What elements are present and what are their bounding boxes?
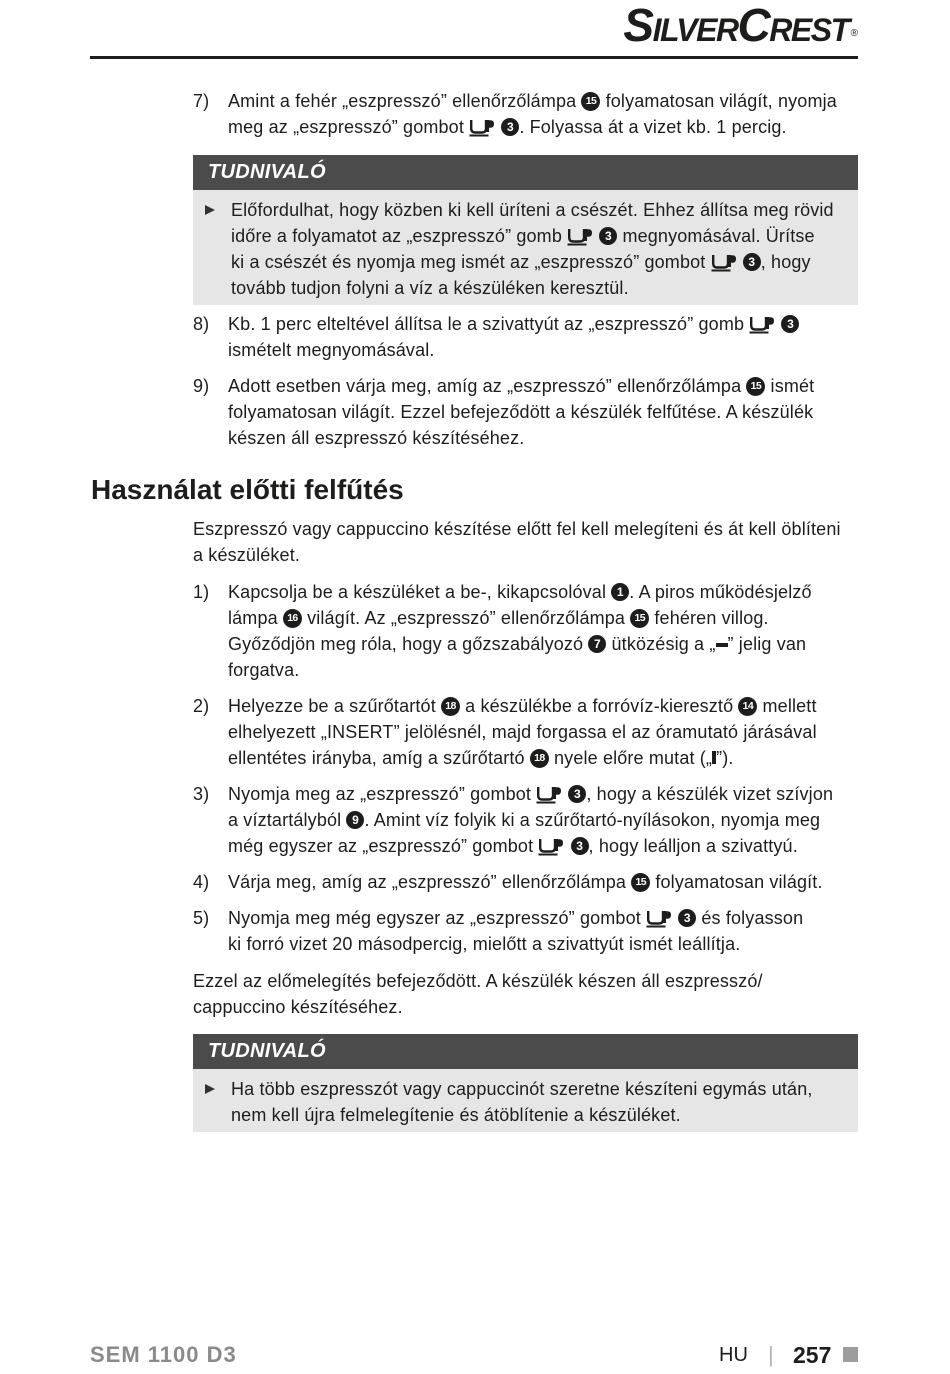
text-line [193, 542, 858, 568]
text-run: fehéren villog. [649, 608, 769, 628]
step-number: 3) [193, 784, 210, 804]
text-run: elhelyezett „INSERT” jelölésnél, majd forgassa el az óramutató járásával [228, 722, 817, 742]
text-line [228, 745, 858, 771]
espresso-cup-icon [536, 785, 563, 804]
text-line [228, 311, 858, 337]
registered-mark: ® [850, 28, 858, 39]
text-run: folyamatosan világít. [650, 872, 823, 892]
text-run: a készüléket. [193, 545, 301, 565]
text-run [565, 836, 570, 856]
text-line [228, 337, 858, 363]
step-7 [193, 88, 858, 140]
note-body [193, 1069, 858, 1132]
header-rule [90, 56, 858, 59]
text-run: a víztartályból [228, 810, 347, 830]
text-run: Helyezze be a szűrőtartót [228, 696, 442, 716]
text-run [738, 252, 743, 272]
text-run: Kb. 1 perc elteltével állítsa le a szivattyút az „eszpresszó” gomb [228, 314, 750, 334]
text-run: ”). [716, 748, 734, 768]
part-number-badge: 3 [743, 253, 761, 271]
text-run: és folyasson [696, 908, 804, 928]
step-number: 7) [193, 91, 210, 111]
intro-paragraph [193, 516, 858, 568]
footer-model-number: SEM 1100 D3 [90, 1342, 237, 1367]
text-run: Nyomja meg még egyszer az „eszpresszó” gombot [228, 908, 647, 928]
part-number-badge: 15 [631, 873, 650, 892]
arrow-bullet-icon [205, 1084, 215, 1094]
text-line [228, 693, 858, 719]
step-4 [193, 869, 858, 895]
part-number-badge: 3 [571, 837, 589, 855]
text-run: nyele előre mutat („ [548, 748, 713, 768]
text-line [228, 88, 858, 114]
text-line [228, 869, 858, 895]
text-run: Várja meg, amíg az „eszpresszó” ellenőrzőlámpa [228, 872, 632, 892]
espresso-cup-icon [538, 837, 565, 856]
step-number: 4) [193, 872, 210, 892]
section-heading: Használat előtti felfűtés [91, 474, 404, 505]
text-run: tovább tudjon folyni a víz a készüléken keresztül. [231, 278, 629, 298]
part-number-badge: 14 [738, 697, 757, 716]
step-number: 9) [193, 376, 210, 396]
text-run: ismételt megnyomásával. [228, 340, 435, 360]
text-line [228, 905, 858, 931]
step-3 [193, 781, 858, 859]
note-body [193, 190, 858, 305]
part-number-badge: 15 [630, 609, 649, 628]
part-number-badge: 3 [678, 909, 696, 927]
part-number-badge: 16 [283, 609, 302, 628]
part-number-badge: 3 [501, 118, 519, 136]
page-marker-icon [843, 1347, 858, 1362]
text-run: meg az „eszpresszó” gombot [228, 117, 470, 137]
text-run: Előfordulhat, hogy közben ki kell üríteni a csészét. Ehhez állítsa meg rövid [231, 200, 834, 220]
text-line [193, 516, 858, 542]
text-run: Győződjön meg róla, hogy a gőzszabályozó [228, 634, 589, 654]
step-5 [193, 905, 858, 957]
part-number-badge: 15 [581, 92, 600, 111]
footer-language: HU [719, 1344, 748, 1366]
text-run: . A piros működésjelző [629, 582, 812, 602]
part-number-badge: 3 [568, 785, 586, 803]
text-run: Amint a fehér „eszpresszó” ellenőrzőlámpa [228, 91, 582, 111]
text-run: ütközésig a „ [606, 634, 716, 654]
text-run: ellentétes irányba, amíg a szűrőtartó [228, 748, 530, 768]
brand-logo-text: SilverCrest [623, 0, 849, 51]
text-run: , hogy [760, 252, 811, 272]
text-run: forgatva. [228, 660, 300, 680]
text-line [228, 114, 858, 140]
text-run: készen áll eszpresszó készítéséhez. [228, 428, 525, 448]
text-run: ki a csészét és nyomja meg ismét az „eszpresszó” gombot [231, 252, 711, 272]
step-text [228, 869, 858, 895]
step-number: 2) [193, 696, 210, 716]
step-2 [193, 693, 858, 771]
text-line [228, 373, 858, 399]
text-line [228, 631, 858, 657]
note-text [231, 1076, 858, 1128]
note-title: TUDNIVALÓ [193, 1034, 858, 1069]
text-run: lámpa [228, 608, 283, 628]
text-run: a készülékbe a forróvíz-kieresztő [460, 696, 739, 716]
text-line [228, 399, 858, 425]
note-title: TUDNIVALÓ [193, 155, 858, 190]
step-text [228, 905, 858, 957]
text-line [231, 223, 858, 249]
text-line [228, 931, 858, 957]
part-number-badge: 9 [346, 811, 364, 829]
text-run: Adott esetben várja meg, amíg az „eszpresszó” ellenőrzőlámpa [228, 376, 747, 396]
text-line [228, 605, 858, 631]
brand-logo [623, 1, 858, 49]
text-line [231, 1076, 858, 1102]
note-box [193, 155, 858, 305]
espresso-cup-icon [711, 253, 738, 272]
part-number-badge: 1 [611, 583, 629, 601]
text-run: még egyszer az „eszpresszó” gombot [228, 836, 539, 856]
text-line [231, 1102, 858, 1128]
note-box [193, 1034, 858, 1132]
step-text [228, 693, 858, 771]
text-line [231, 197, 858, 223]
step-9 [193, 373, 858, 451]
text-line [228, 807, 858, 833]
text-line [228, 425, 858, 451]
step-1 [193, 579, 858, 683]
text-run: nem kell újra felmelegítenie és átöblítenie a készüléket. [231, 1105, 681, 1125]
step-text [228, 311, 858, 363]
text-line [228, 719, 858, 745]
text-run: cappuccino készítéséhez. [193, 997, 403, 1017]
text-line [228, 657, 858, 683]
text-run: ” jelig van [727, 634, 807, 654]
part-number-badge: 3 [781, 315, 799, 333]
outro-paragraph [193, 968, 858, 1020]
part-number-badge: 3 [599, 227, 617, 245]
step-number: 8) [193, 314, 210, 334]
text-run: , hogy leálljon a szivattyú. [588, 836, 798, 856]
part-number-badge: 18 [530, 749, 549, 768]
step-8 [193, 311, 858, 363]
text-line [231, 275, 858, 301]
text-run: időre a folyamatot az „eszpresszó” gomb [231, 226, 568, 246]
arrow-bullet-icon [205, 205, 215, 215]
step-text [228, 88, 858, 140]
part-number-badge: 15 [746, 377, 765, 396]
espresso-cup-icon [567, 227, 594, 246]
text-line [193, 968, 858, 994]
footer-separator: | [768, 1342, 774, 1367]
text-line [228, 579, 858, 605]
text-line [231, 249, 858, 275]
step-number: 5) [193, 908, 210, 928]
vertical-bar-symbol-icon [712, 751, 716, 764]
minus-symbol-icon [716, 643, 728, 647]
part-number-badge: 18 [441, 697, 460, 716]
text-run: Ezzel az előmelegítés befejeződött. A készülék készen áll eszpresszó/ [193, 971, 763, 991]
text-run: . Folyassa át a vizet kb. 1 percig. [519, 117, 787, 137]
step-number: 1) [193, 582, 210, 602]
text-run: Nyomja meg az „eszpresszó” gombot [228, 784, 537, 804]
text-run: mellett [757, 696, 817, 716]
text-line [228, 781, 858, 807]
part-number-badge: 7 [588, 635, 606, 653]
text-run: megnyomásával. Ürítse [617, 226, 815, 246]
text-run: Ha több eszpresszót vagy cappuccinót szeretne készíteni egymás után, [231, 1079, 813, 1099]
text-run: folyamatosan világít, nyomja [600, 91, 837, 111]
text-run: , hogy a készülék vizet szívjon [586, 784, 834, 804]
text-run: . Amint víz folyik ki a szűrőtartó-nyílásokon, nyomja meg [364, 810, 821, 830]
text-run: Eszpresszó vagy cappuccino készítése előtt fel kell melegíteni és át kell öblíteni [193, 519, 841, 539]
text-run: ki forró vizet 20 másodpercig, mielőtt a szivattyút ismét leállítja. [228, 934, 741, 954]
espresso-cup-icon [749, 315, 776, 334]
text-run: folyamatosan világít. Ezzel befejeződött a készülék felfűtése. A készülék [228, 402, 814, 422]
text-line [193, 994, 858, 1020]
text-line [228, 833, 858, 859]
text-run: világít. Az „eszpresszó” ellenőrzőlámpa [301, 608, 631, 628]
espresso-cup-icon [469, 118, 496, 137]
text-run: ismét [765, 376, 815, 396]
text-run: Kapcsolja be a készüléket a be-, kikapcsolóval [228, 582, 612, 602]
espresso-cup-icon [646, 909, 673, 928]
step-text [228, 781, 858, 859]
page-number: 257 [793, 1342, 832, 1368]
step-text [228, 373, 858, 451]
step-text [228, 579, 858, 683]
note-text [231, 197, 858, 301]
